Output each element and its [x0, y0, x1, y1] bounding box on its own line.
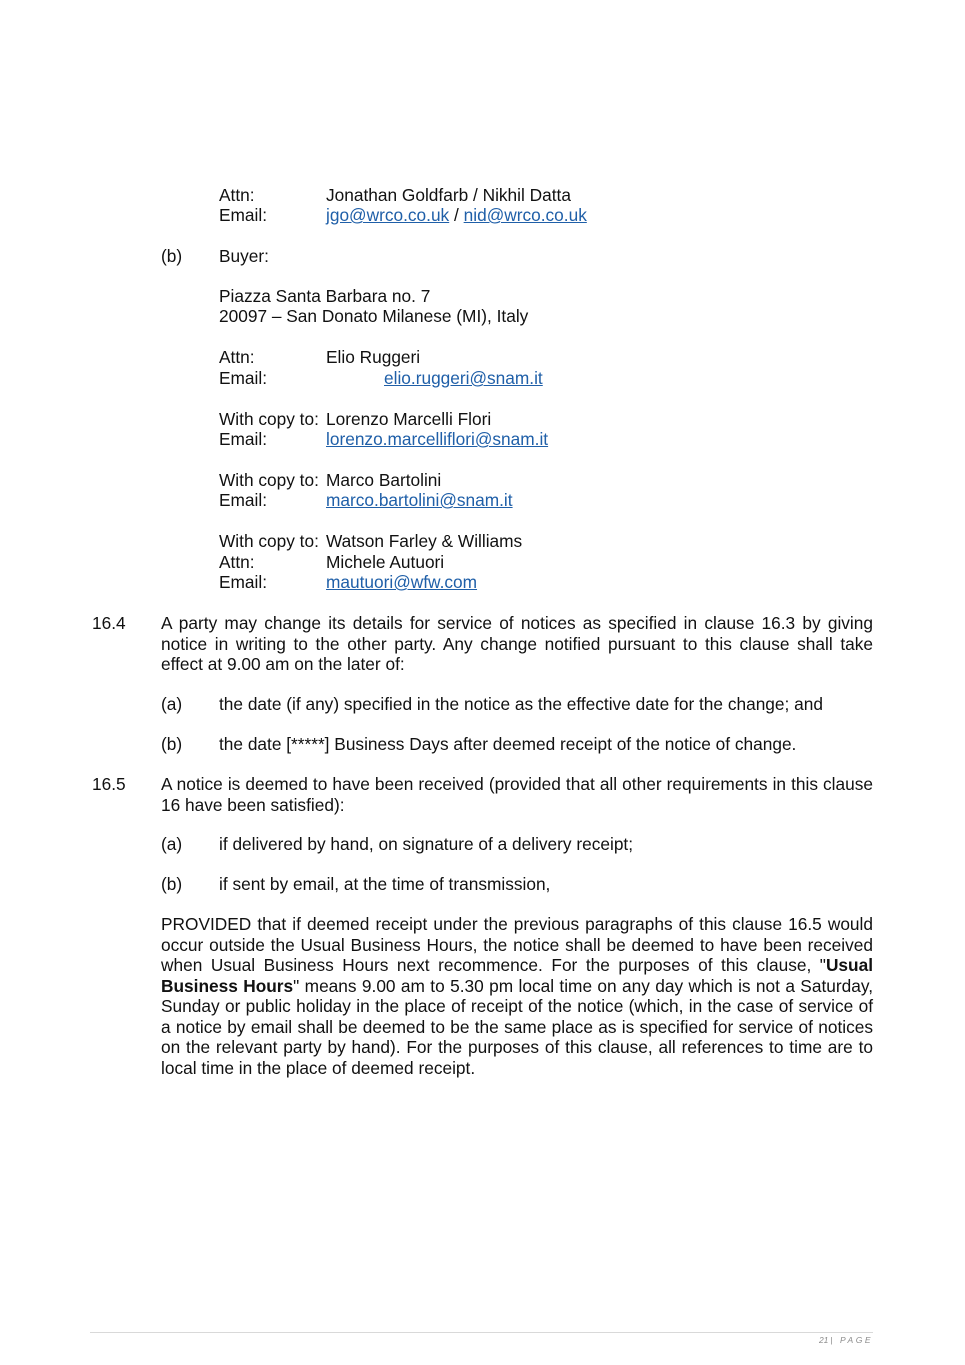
- buyer-attn-label: Attn:: [219, 347, 255, 367]
- copy-3-attn-value: Michele Autuori: [326, 552, 445, 572]
- copy-3-email-label: Email:: [219, 572, 268, 592]
- clause-16-5-text: A notice is deemed to have been received (provided that all other requirements in this clause 16 have been satisfied):: [161, 774, 873, 815]
- buyer-marker: (b): [161, 246, 183, 266]
- footer-separator: |: [830, 1335, 836, 1345]
- copy-2-email-label: Email:: [219, 490, 268, 510]
- proviso-defined-term: Usual Business Hours: [161, 955, 873, 996]
- proviso-text-after: " means 9.00 am to 5.30 pm local time on any day which is not a Saturday, Sunday or public holiday in the place of receipt of the notice (which, in the case of service of a notice by email shall be deemed to be the same place as is specified for service of notices on the relevant party by hand). For the purposes of this clause, all references to time are to local time in the place of deemed receipt.: [161, 975, 873, 1078]
- proviso-text-before: PROVIDED that if deemed receipt under the previous paragraphs of this clause 16.5 would occur outside the Usual Business Hours, the notice shall be deemed to have been received when Usual Business Hours next recommence. For the purposes of this clause, ": [161, 914, 873, 975]
- seller-attn-label: Attn:: [219, 185, 255, 205]
- clause-16-4-a-text: the date (if any) specified in the notice as the effective date for the change; and: [219, 694, 823, 714]
- buyer-attn-value: Elio Ruggeri: [326, 347, 421, 367]
- copy-1-email-label: Email:: [219, 429, 268, 449]
- copy-1-name: Lorenzo Marcelli Flori: [326, 409, 492, 429]
- copy-2-name: Marco Bartolini: [326, 470, 442, 490]
- footer-page-label: PAGE: [840, 1335, 873, 1345]
- clause-16-5-b-text: if sent by email, at the time of transmission,: [219, 874, 551, 894]
- seller-email-label: Email:: [219, 205, 268, 225]
- copy-3-name: Watson Farley & Williams: [326, 531, 523, 551]
- clause-16-5-a-text: if delivered by hand, on signature of a delivery receipt;: [219, 834, 634, 854]
- buyer-email-link[interactable]: elio.ruggeri@snam.it: [384, 368, 543, 388]
- clause-16-4-b-text: the date [*****] Business Days after deemed receipt of the notice of change.: [219, 734, 797, 754]
- copy-1-label: With copy to:: [219, 409, 319, 429]
- buyer-label: Buyer:: [219, 246, 269, 266]
- clause-16-4-text: A party may change its details for service of notices as specified in clause 16.3 by giving notice in writing to the other party. Any change notified pursuant to this clause shall take effect at 9.00 am on the later of:: [161, 613, 873, 674]
- page-footer: [780, 1335, 873, 1345]
- seller-attn-value: Jonathan Goldfarb / Nikhil Datta: [326, 185, 571, 205]
- clause-16-4-a-marker: (a): [161, 694, 183, 714]
- footer-divider: [90, 1332, 873, 1333]
- buyer-address-line-1: Piazza Santa Barbara no. 7: [219, 286, 431, 306]
- copy-3-email-link[interactable]: mautuori@wfw.com: [326, 572, 478, 592]
- buyer-email-label: Email:: [219, 368, 268, 388]
- copy-1-email-link[interactable]: lorenzo.marcelliflori@snam.it: [326, 429, 549, 449]
- clause-16-5-number: 16.5: [92, 774, 126, 794]
- page-number: 21: [818, 1335, 829, 1345]
- copy-3-label: With copy to:: [219, 531, 319, 551]
- copy-2-label: With copy to:: [219, 470, 319, 490]
- seller-email-line: [326, 205, 587, 226]
- buyer-address-line-2: 20097 – San Donato Milanese (MI), Italy: [219, 306, 529, 326]
- seller-email-link-1[interactable]: jgo@wrco.co.uk: [326, 205, 450, 225]
- clause-16-5-proviso: [161, 914, 873, 1078]
- seller-email-link-2[interactable]: nid@wrco.co.uk: [463, 205, 587, 225]
- clause-16-4-number: 16.4: [92, 613, 126, 633]
- copy-2-email-link[interactable]: marco.bartolini@snam.it: [326, 490, 513, 510]
- clause-16-4-b-marker: (b): [161, 734, 183, 754]
- email-separator: /: [454, 205, 459, 225]
- clause-16-5-a-marker: (a): [161, 834, 183, 854]
- clause-16-5-b-marker: (b): [161, 874, 183, 894]
- copy-3-attn-label: Attn:: [219, 552, 255, 572]
